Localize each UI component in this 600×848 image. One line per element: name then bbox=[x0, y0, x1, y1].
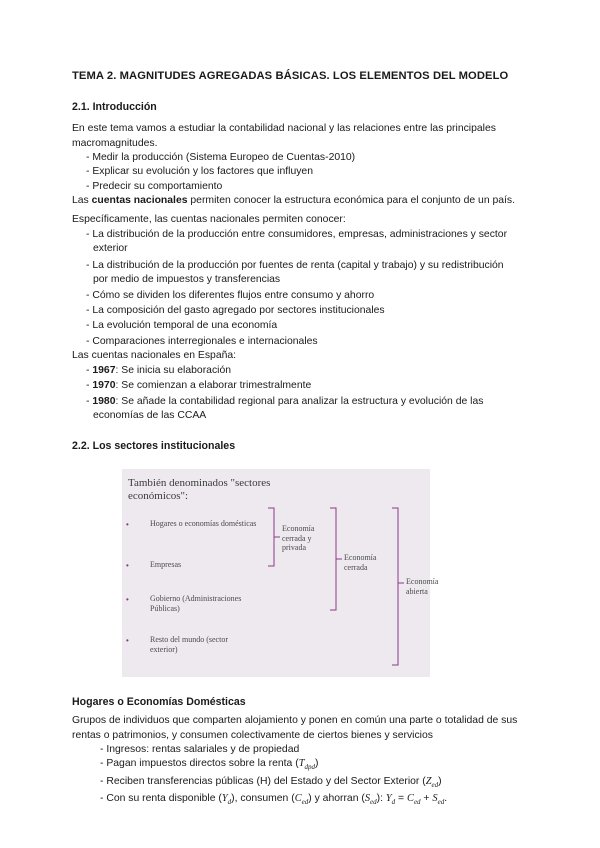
list-item: - Explicar su evolución y los factores que influyen bbox=[86, 166, 313, 178]
bullet-icon: • bbox=[126, 636, 129, 645]
especificamente-paragraph: Específicamente, las cuentas nacionales permiten conocer: bbox=[72, 214, 346, 225]
list-item: - Medir la producción (Sistema Europeo de Cuentas-2010) bbox=[86, 152, 356, 163]
section-heading-sectores: 2.2. Los sectores institucionales bbox=[72, 440, 236, 452]
year-label: 1967 bbox=[92, 365, 116, 376]
bracket-group3 bbox=[392, 508, 398, 665]
espana-paragraph: Las cuentas nacionales en España: bbox=[72, 350, 237, 361]
hogares-list bbox=[100, 743, 550, 810]
list-item: - La distribución de la producción entre consumidores, empresas, administraciones y sector exterior bbox=[86, 229, 508, 255]
bracket-group2 bbox=[330, 508, 336, 610]
list-item: - Comparaciones interregionales e internacionales bbox=[86, 335, 318, 347]
list-item: - Pagan impuestos directos sobre la renta $(T_{dpd})$ bbox=[100, 758, 319, 772]
intro-paragraph bbox=[72, 122, 552, 152]
goals-list bbox=[86, 151, 546, 194]
diagram-title: También denominados "sectores económicos": bbox=[128, 477, 271, 502]
sector-item-resto-mundo: Resto del mundo (sector exterior) bbox=[150, 635, 228, 654]
list-item: - Predecir su comportamiento bbox=[86, 180, 223, 192]
cuentas-paragraph: Las cuentas nacionales permiten conocer la estructura económica para el conjunto de un país. bbox=[72, 195, 516, 206]
intro-line: macromagnitudes. bbox=[72, 137, 158, 149]
group-label-abierta: Economía abierta bbox=[406, 577, 439, 596]
list-item: - Con su renta disponible $(Y_d)$, consumen $(C_{ed})$ y ahorran $(S_{ed})$: $Y_d = C_{ed} + S_{ed}$. bbox=[100, 793, 448, 807]
list-item: - Cómo se dividen los diferentes flujos entre consumo y ahorro bbox=[86, 289, 375, 301]
document-title: TEMA 2. MAGNITUDES AGREGADAS BÁSICAS. LOS ELEMENTOS DEL MODELO bbox=[72, 70, 509, 82]
year-label: 1980 bbox=[92, 395, 116, 407]
year-label: 1970 bbox=[92, 380, 116, 392]
sector-item-gobierno: Gobierno (Administraciones Públicas) bbox=[150, 594, 242, 613]
brackets-graphic bbox=[122, 469, 439, 677]
bracket-group1 bbox=[268, 508, 274, 566]
years-list bbox=[86, 364, 546, 424]
list-item: - Ingresos: rentas salariales y de propiedad bbox=[100, 744, 300, 755]
intro-line: En este tema vamos a estudiar la contabilidad nacional y las relaciones entre las principales bbox=[72, 123, 496, 134]
list-item: - 1970: Se comienzan a elaborar trimestralmente bbox=[86, 380, 312, 392]
sector-item-hogares: Hogares o economías domésticas bbox=[150, 519, 257, 528]
list-item: - 1980: Se añade la contabilidad regional para analizar la estructura y evolución de las economías de las CCAA bbox=[86, 395, 484, 422]
bullet-icon: • bbox=[126, 520, 129, 529]
hogares-heading: Hogares o Economías Domésticas bbox=[72, 696, 246, 708]
bullet-icon: • bbox=[126, 595, 129, 604]
bullet-icon: • bbox=[126, 561, 129, 570]
section-heading-introduccion: 2.1. Introducción bbox=[72, 101, 157, 113]
list-item: - La evolución temporal de una economía bbox=[86, 320, 278, 332]
group-label-cerrada: Economía cerrada bbox=[344, 553, 377, 572]
group-label-cerrada-privada: Economía cerrada y privada bbox=[282, 524, 315, 552]
list-item: - La composición del gasto agregado por sectores institucionales bbox=[86, 305, 385, 317]
bold-term: cuentas nacionales bbox=[91, 195, 188, 206]
sector-item-empresas: Empresas bbox=[150, 560, 182, 569]
sectores-diagram bbox=[122, 469, 439, 677]
knowledge-list bbox=[86, 228, 546, 349]
list-item: - 1967: Se inicia su elaboración bbox=[86, 365, 232, 376]
list-item: - Reciben transferencias públicas (H) del Estado y del Sector Exterior $(Z_{ed})$ bbox=[100, 775, 442, 789]
hogares-paragraph: Grupos de individuos que comparten alojamiento y ponen en común una parte o totalidad de sus rentas o patrimonios, y consumen colectivamente de ciertos bienes y servicios bbox=[72, 715, 518, 741]
list-item: - La distribución de la producción por fuentes de renta (capital y trabajo) y su redistribución por medio de impuestos y transferencias bbox=[86, 259, 504, 286]
